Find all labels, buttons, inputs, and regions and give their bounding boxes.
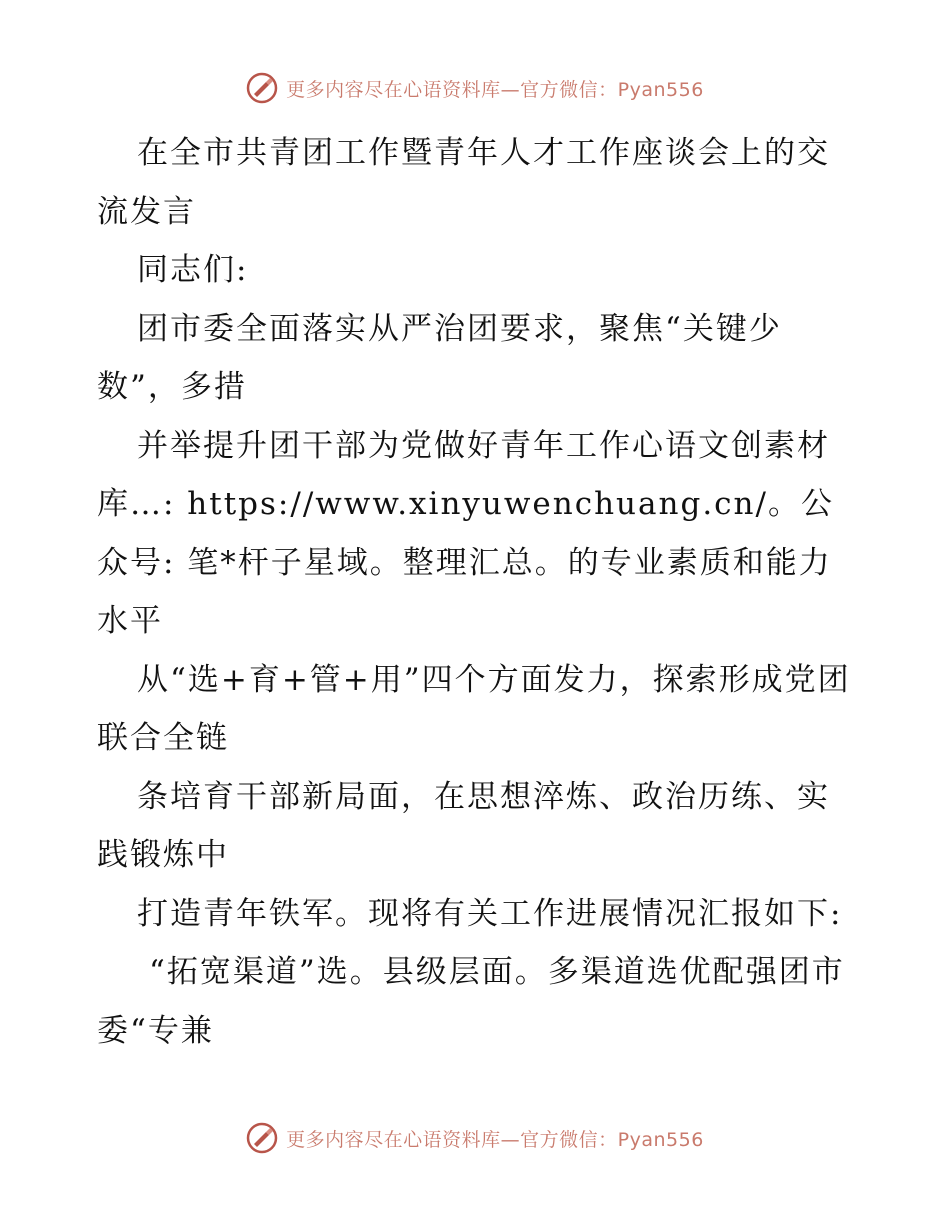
footer-banner-text: 更多内容尽在心语资料库—官方微信：Pyan556 (286, 1128, 704, 1151)
paragraph: 从“选+育+管+用”四个方面发力，探索形成党团联合全链 (97, 661, 851, 756)
salutation: 同志们: (137, 252, 249, 288)
footer-banner (0, 1122, 950, 1154)
document-title: 在全市共青团工作暨青年人才工作座谈会上的交流发言 (97, 135, 830, 230)
paragraph: “拓宽渠道”选。县级层面。多渠道选优配强团市委“专兼 (97, 954, 845, 1049)
header-banner-text: 更多内容尽在心语资料库—官方微信：Pyan556 (286, 78, 704, 101)
document-body (97, 124, 853, 1060)
header-banner (0, 72, 950, 104)
paragraph: 并举提升团干部为党做好青年工作心语文创素材库…: https://www.xinyuwenchuang.cn/。公众号: 笔*杆子星域。整理汇总。的专业素质和能力水平 (97, 427, 834, 639)
paragraph: 条培育干部新局面，在思想淬炼、政治历练、实践锻炼中 (97, 778, 830, 873)
paragraph: 打造青年铁军。现将有关工作进展情况汇报如下: (137, 895, 843, 932)
pen-logo-icon (246, 1122, 278, 1154)
paragraph: 团市委全面落实从严治团要求，聚焦“关键少数”，多措 (97, 310, 782, 405)
pen-logo-icon (246, 72, 278, 104)
